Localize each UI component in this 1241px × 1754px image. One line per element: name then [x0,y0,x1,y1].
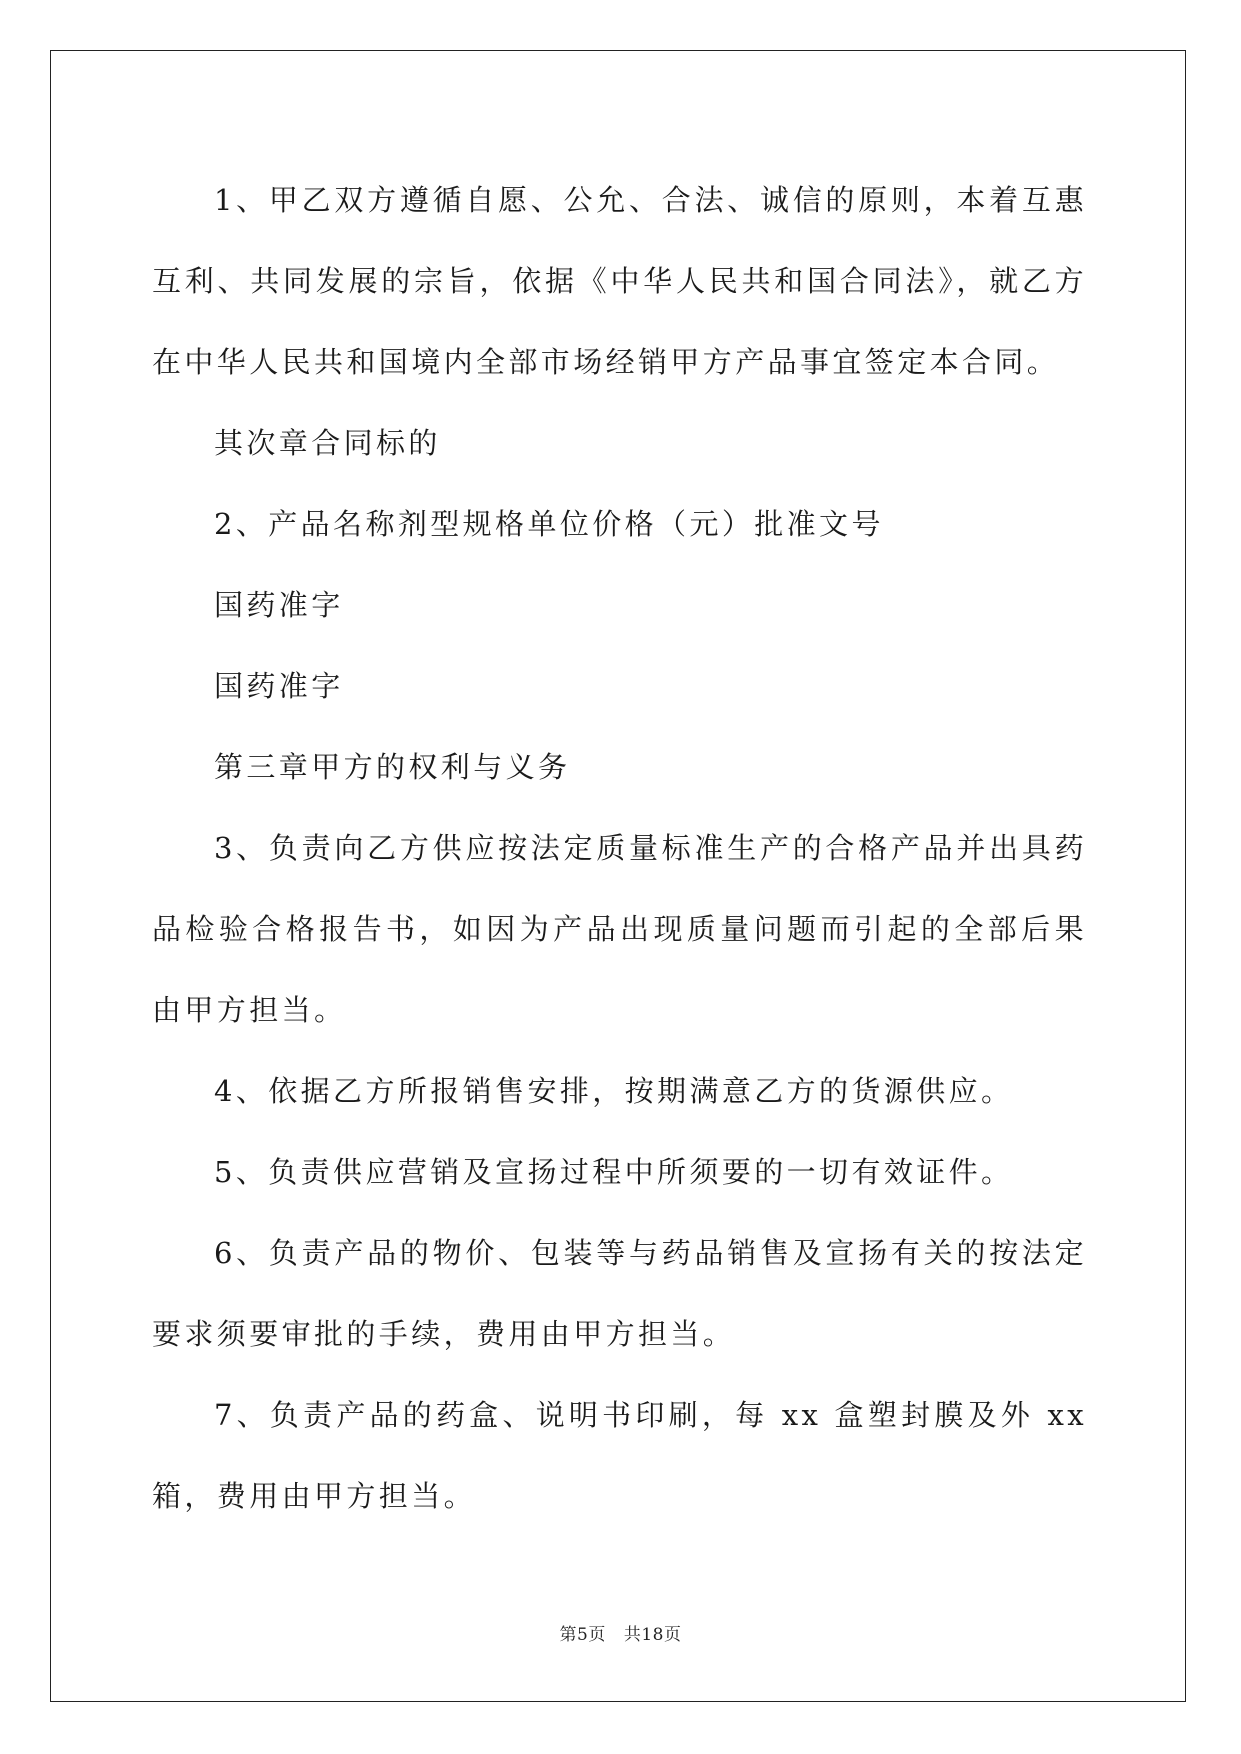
page-total: 共18页 [623,1625,682,1645]
paragraph-clause-7: 7、负责产品的药盒、说明书印刷，每 xx 盒塑封膜及外 xx 箱，费用由甲方担当。 [152,1398,1087,1513]
paragraph-clause-1: 1、甲乙双方遵循自愿、公允、合法、诚信的原则，本着互惠互利、共同发展的宗旨，依据《中华人民共和国合同法》，就乙方在中华人民共和国境内全部市场经销甲方产品事宜签定本合同。 [152,183,1087,379]
chapter-heading-3: 第三章甲方的权利与义务 [214,750,571,784]
page-footer [0,1620,1241,1645]
paragraph-clause-4: 4、依据乙方所报销售安排，按期满意乙方的货源供应。 [214,1074,1014,1108]
paragraph-clause-5: 5、负责供应营销及宣扬过程中所须要的一切有效证件。 [214,1155,1014,1189]
document-body [152,160,1087,1537]
paragraph-clause-3: 3、负责向乙方供应按法定质量标准生产的合格产品并出具药品检验合格报告书，如因为产品出现质量问题而引起的全部后果由甲方担当。 [152,831,1087,1027]
paragraph-clause-2: 2、产品名称剂型规格单位价格（元）批准文号 [214,507,884,541]
chapter-heading-2: 其次章合同标的 [214,426,441,460]
paragraph-clause-6: 6、负责产品的物价、包装等与药品销售及宣扬有关的按法定要求须要审批的手续，费用由甲方担当。 [152,1236,1087,1351]
approval-number-line: 国药准字 [214,588,344,622]
page-number: 第5页 [559,1625,606,1645]
approval-number-line: 国药准字 [214,669,344,703]
